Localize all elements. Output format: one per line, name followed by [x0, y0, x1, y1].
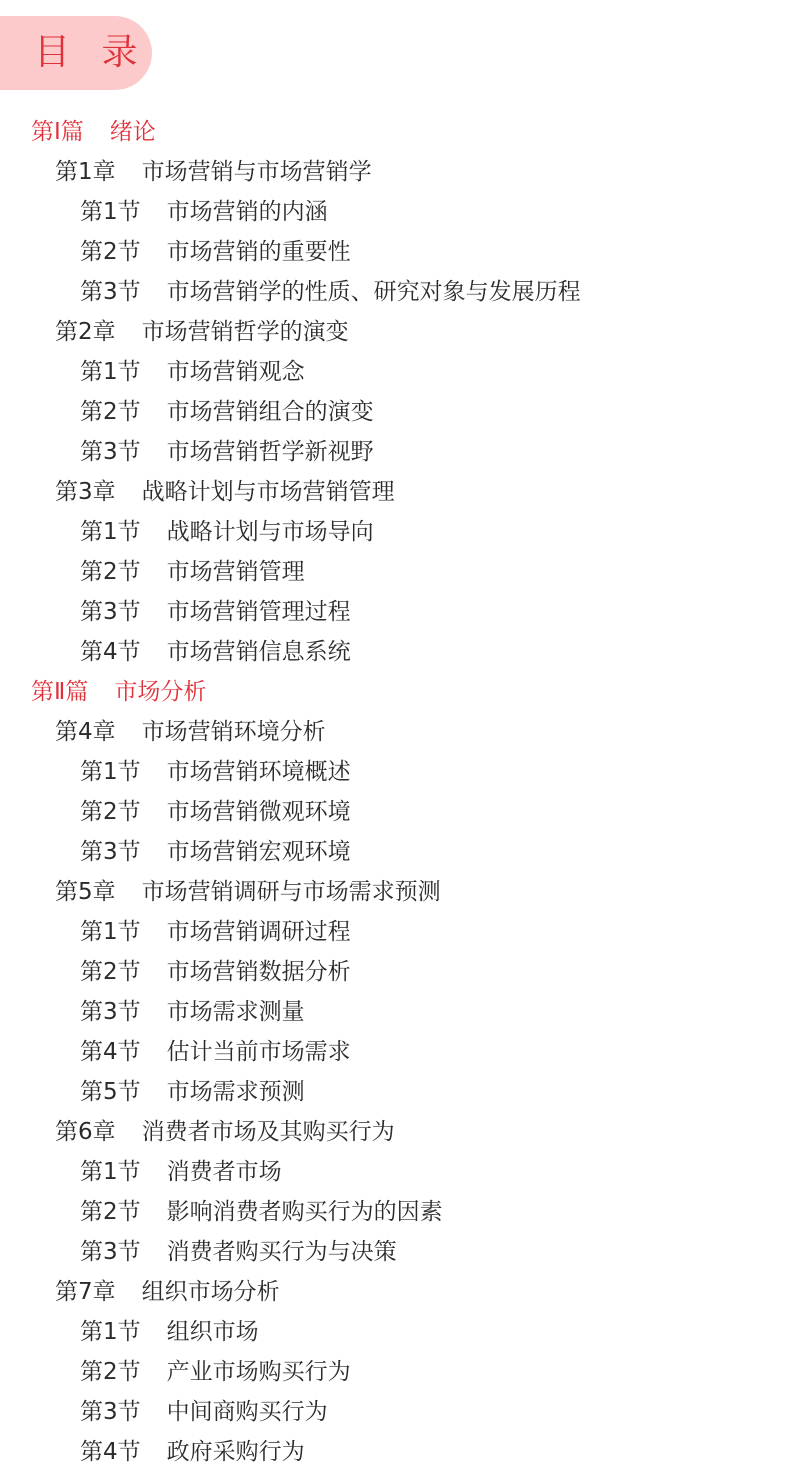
toc-section-entry[interactable]: [0, 272, 790, 312]
toc-section-title: 估计当前市场需求: [166, 1039, 351, 1065]
toc-section-title: 市场营销学的性质、研究对象与发展历程: [166, 279, 581, 305]
toc-section-entry[interactable]: [0, 1232, 790, 1272]
toc-section-title: 市场营销的重要性: [166, 239, 351, 265]
toc-section-number: 第1节: [80, 919, 141, 945]
toc-part-number: 第Ⅱ篇: [31, 679, 89, 705]
toc-section-title: 政府采购行为: [166, 1439, 305, 1465]
toc-section-entry[interactable]: [0, 952, 790, 992]
toc-section-number: 第1节: [80, 199, 141, 225]
toc-section-title: 市场营销哲学新视野: [166, 439, 374, 465]
toc-section-number: 第5节: [80, 1079, 141, 1105]
toc-section-title: 市场营销组合的演变: [166, 399, 374, 425]
toc-section-title: 市场营销的内涵: [166, 199, 328, 225]
toc-section-number: 第2节: [80, 239, 141, 265]
toc-chapter-number: 第4章: [55, 719, 116, 745]
toc-section-entry[interactable]: [0, 1032, 790, 1072]
toc-chapter-number: 第6章: [55, 1119, 116, 1145]
toc-section-entry[interactable]: [0, 992, 790, 1032]
toc-section-entry[interactable]: [0, 1152, 790, 1192]
toc-list: [0, 112, 790, 1472]
toc-chapter-title: 市场营销哲学的演变: [141, 319, 349, 345]
toc-chapter-title: 消费者市场及其购买行为: [141, 1119, 395, 1145]
toc-section-entry[interactable]: [0, 1072, 790, 1112]
toc-part-entry[interactable]: [0, 112, 790, 152]
toc-section-entry[interactable]: [0, 1352, 790, 1392]
toc-chapter-title: 市场营销调研与市场需求预测: [141, 879, 441, 905]
toc-section-number: 第3节: [80, 839, 141, 865]
toc-section-title: 市场营销宏观环境: [166, 839, 351, 865]
toc-section-title: 市场营销观念: [166, 359, 305, 385]
toc-section-number: 第4节: [80, 1039, 141, 1065]
toc-section-title: 消费者市场: [166, 1159, 282, 1185]
toc-chapter-entry[interactable]: [0, 472, 790, 512]
toc-section-title: 产业市场购买行为: [166, 1359, 351, 1385]
toc-chapter-number: 第5章: [55, 879, 116, 905]
toc-section-number: 第1节: [80, 359, 141, 385]
toc-part-entry[interactable]: [0, 672, 790, 712]
toc-section-entry[interactable]: [0, 432, 790, 472]
toc-section-number: 第3节: [80, 279, 141, 305]
toc-section-entry[interactable]: [0, 512, 790, 552]
toc-section-entry[interactable]: [0, 752, 790, 792]
toc-section-title: 市场营销管理: [166, 559, 305, 585]
toc-part-title: 绪论: [109, 119, 156, 145]
toc-section-title: 影响消费者购买行为的因素: [166, 1199, 443, 1225]
page-title: 目 录: [34, 32, 148, 73]
toc-section-number: 第3节: [80, 439, 141, 465]
toc-section-title: 消费者购买行为与决策: [166, 1239, 397, 1265]
toc-section-number: 第2节: [80, 959, 141, 985]
toc-chapter-entry[interactable]: [0, 1272, 790, 1312]
toc-section-title: 组织市场: [166, 1319, 259, 1345]
toc-chapter-number: 第3章: [55, 479, 116, 505]
toc-section-number: 第1节: [80, 759, 141, 785]
toc-section-entry[interactable]: [0, 632, 790, 672]
toc-header: [0, 16, 152, 90]
toc-section-entry[interactable]: [0, 792, 790, 832]
toc-section-entry[interactable]: [0, 1432, 790, 1472]
toc-section-entry[interactable]: [0, 392, 790, 432]
toc-section-number: 第3节: [80, 599, 141, 625]
toc-section-entry[interactable]: [0, 192, 790, 232]
toc-section-number: 第2节: [80, 799, 141, 825]
toc-chapter-title: 战略计划与市场营销管理: [141, 479, 395, 505]
toc-section-number: 第3节: [80, 999, 141, 1025]
toc-section-entry[interactable]: [0, 1392, 790, 1432]
toc-section-title: 市场营销环境概述: [166, 759, 351, 785]
toc-section-title: 战略计划与市场导向: [166, 519, 374, 545]
toc-section-title: 市场营销数据分析: [166, 959, 351, 985]
toc-part-number: 第Ⅰ篇: [31, 119, 84, 145]
toc-chapter-number: 第2章: [55, 319, 116, 345]
toc-part-title: 市场分析: [114, 679, 207, 705]
toc-section-entry[interactable]: [0, 552, 790, 592]
toc-section-title: 市场需求测量: [166, 999, 305, 1025]
toc-section-number: 第4节: [80, 1439, 141, 1465]
toc-chapter-entry[interactable]: [0, 312, 790, 352]
toc-section-number: 第3节: [80, 1239, 141, 1265]
toc-section-entry[interactable]: [0, 832, 790, 872]
toc-section-entry[interactable]: [0, 1312, 790, 1352]
toc-section-number: 第3节: [80, 1399, 141, 1425]
toc-section-number: 第2节: [80, 399, 141, 425]
toc-chapter-entry[interactable]: [0, 872, 790, 912]
toc-chapter-entry[interactable]: [0, 152, 790, 192]
toc-chapter-title: 市场营销与市场营销学: [141, 159, 372, 185]
toc-chapter-entry[interactable]: [0, 1112, 790, 1152]
toc-chapter-entry[interactable]: [0, 712, 790, 752]
toc-chapter-title: 组织市场分析: [141, 1279, 280, 1305]
toc-section-title: 市场营销调研过程: [166, 919, 351, 945]
toc-chapter-number: 第1章: [55, 159, 116, 185]
toc-section-number: 第2节: [80, 1199, 141, 1225]
toc-chapter-title: 市场营销环境分析: [141, 719, 326, 745]
toc-section-entry[interactable]: [0, 592, 790, 632]
toc-section-number: 第1节: [80, 519, 141, 545]
toc-section-title: 市场营销管理过程: [166, 599, 351, 625]
toc-section-number: 第1节: [80, 1319, 141, 1345]
toc-section-number: 第2节: [80, 559, 141, 585]
toc-section-title: 市场需求预测: [166, 1079, 305, 1105]
toc-chapter-number: 第7章: [55, 1279, 116, 1305]
toc-section-entry[interactable]: [0, 1192, 790, 1232]
toc-section-number: 第2节: [80, 1359, 141, 1385]
toc-section-number: 第4节: [80, 639, 141, 665]
toc-section-title: 中间商购买行为: [166, 1399, 328, 1425]
toc-section-title: 市场营销信息系统: [166, 639, 351, 665]
toc-section-title: 市场营销微观环境: [166, 799, 351, 825]
toc-section-entry[interactable]: [0, 232, 790, 272]
toc-section-entry[interactable]: [0, 352, 790, 392]
toc-section-number: 第1节: [80, 1159, 141, 1185]
toc-section-entry[interactable]: [0, 912, 790, 952]
